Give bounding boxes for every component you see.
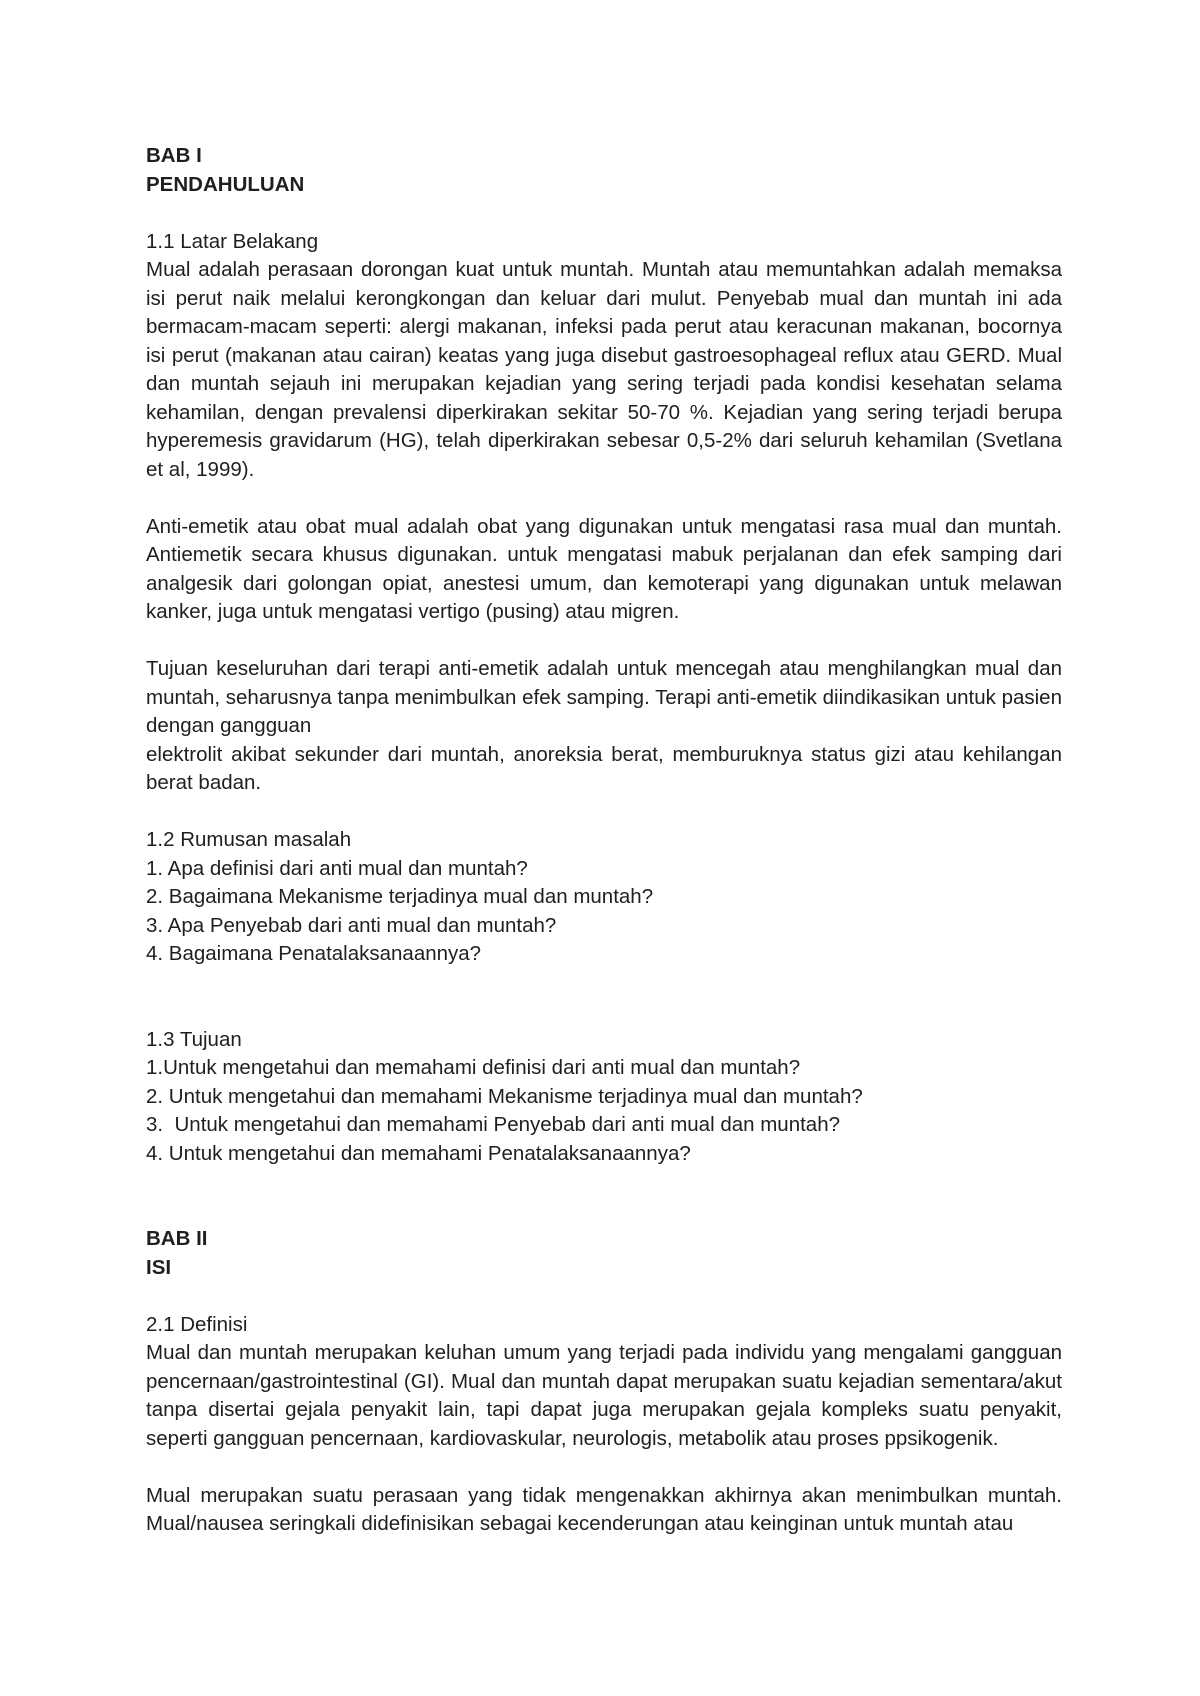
list-item: 4. Bagaimana Penatalaksanaannya?	[146, 942, 482, 965]
chapter-title: PENDAHULUAN	[146, 172, 305, 196]
spacer	[146, 627, 1062, 656]
list-item: 3. Untuk mengetahui dan memahami Penyebab dari anti mual dan muntah?	[146, 1113, 841, 1136]
spacer	[146, 484, 1062, 513]
spacer	[146, 1282, 1062, 1311]
section-heading: 1.2 Rumusan masalah	[146, 828, 352, 851]
section-heading: 1.1 Latar Belakang	[146, 229, 319, 253]
paragraph: elektrolit akibat sekunder dari muntah, anoreksia berat, memburuknya status gizi atau kehilangan berat badan.	[146, 742, 1062, 794]
spacer	[146, 1168, 1062, 1225]
list-item: 2. Bagaimana Mekanisme terjadinya mual dan muntah?	[146, 885, 654, 908]
spacer	[146, 798, 1062, 827]
list-item: 2. Untuk mengetahui dan memahami Mekanisme terjadinya mual dan muntah?	[146, 1084, 863, 1108]
list-item: 4. Untuk mengetahui dan memahami Penatalaksanaannya?	[146, 1141, 691, 1165]
list-item: 1. Apa definisi dari anti mual dan muntah?	[146, 856, 528, 880]
section-heading: 1.3 Tujuan	[146, 1027, 242, 1051]
chapter-number: BAB I	[146, 144, 202, 167]
spacer	[146, 1453, 1062, 1482]
list-item: 1.Untuk mengetahui dan memahami definisi dari anti mual dan muntah?	[146, 1056, 801, 1079]
section-heading: 2.1 Definisi	[146, 1312, 248, 1336]
chapter-title: ISI	[146, 1255, 172, 1279]
spacer	[146, 969, 1062, 1026]
paragraph: Mual dan muntah merupakan keluhan umum yang terjadi pada individu yang mengalami gangguan pencernaan/gastrointestinal (GI). Mual dan muntah dapat merupakan suatu kejadian sementara/akut tanpa disertai gejala penyakit lain, tapi dapat juga merupakan gejala kompleks suatu penyakit, seperti gangguan pencernaan, kardiovaskular, neurologis, metabolik atau proses ppsikogenik.	[146, 1341, 1062, 1450]
document-page	[146, 142, 1062, 1539]
paragraph: Anti-emetik atau obat mual adalah obat yang digunakan untuk mengatasi rasa mual dan muntah. Antiemetik secara khusus digunakan. untuk mengatasi mabuk perjalanan dan efek samping dari analgesik dari golongan opiat, anestesi umum, dan kemoterapi yang digunakan untuk melawan kanker, juga untuk mengatasi vertigo (pusing) atau migren.	[146, 514, 1062, 623]
paragraph: Tujuan keseluruhan dari terapi anti-emetik adalah untuk mencegah atau menghilangkan mual dan muntah, seharusnya tanpa menimbulkan efek samping. Terapi anti-emetik diindikasikan untuk pasien dengan gangguan	[146, 657, 1062, 737]
paragraph: Mual merupakan suatu perasaan yang tidak mengenakkan akhirnya akan menimbulkan muntah. Mual/nausea seringkali didefinisikan sebagai kecenderungan atau keinginan untuk muntah atau	[146, 1483, 1062, 1535]
list-item: 3. Apa Penyebab dari anti mual dan muntah?	[146, 913, 557, 937]
chapter-number: BAB II	[146, 1227, 208, 1250]
spacer	[146, 199, 1062, 228]
paragraph: Mual adalah perasaan dorongan kuat untuk muntah. Muntah atau memuntahkan adalah memaksa isi perut naik melalui kerongkongan dan keluar dari mulut. Penyebab mual dan muntah ini ada bermacam-macam seperti: alergi makanan, infeksi pada perut atau keracunan makanan, bocornya isi perut (makanan atau cairan) keatas yang juga disebut gastroesophageal reflux atau GERD. Mual dan muntah sejauh ini merupakan kejadian yang sering terjadi pada kondisi kesehatan selama kehamilan, dengan prevalensi diperkirakan sekitar 50-70 %. Kejadian yang sering terjadi berupa hyperemesis gravidarum (HG), telah diperkirakan sebesar 0,5-2% dari seluruh kehamilan (Svetlana et al, 1999).	[146, 258, 1062, 481]
